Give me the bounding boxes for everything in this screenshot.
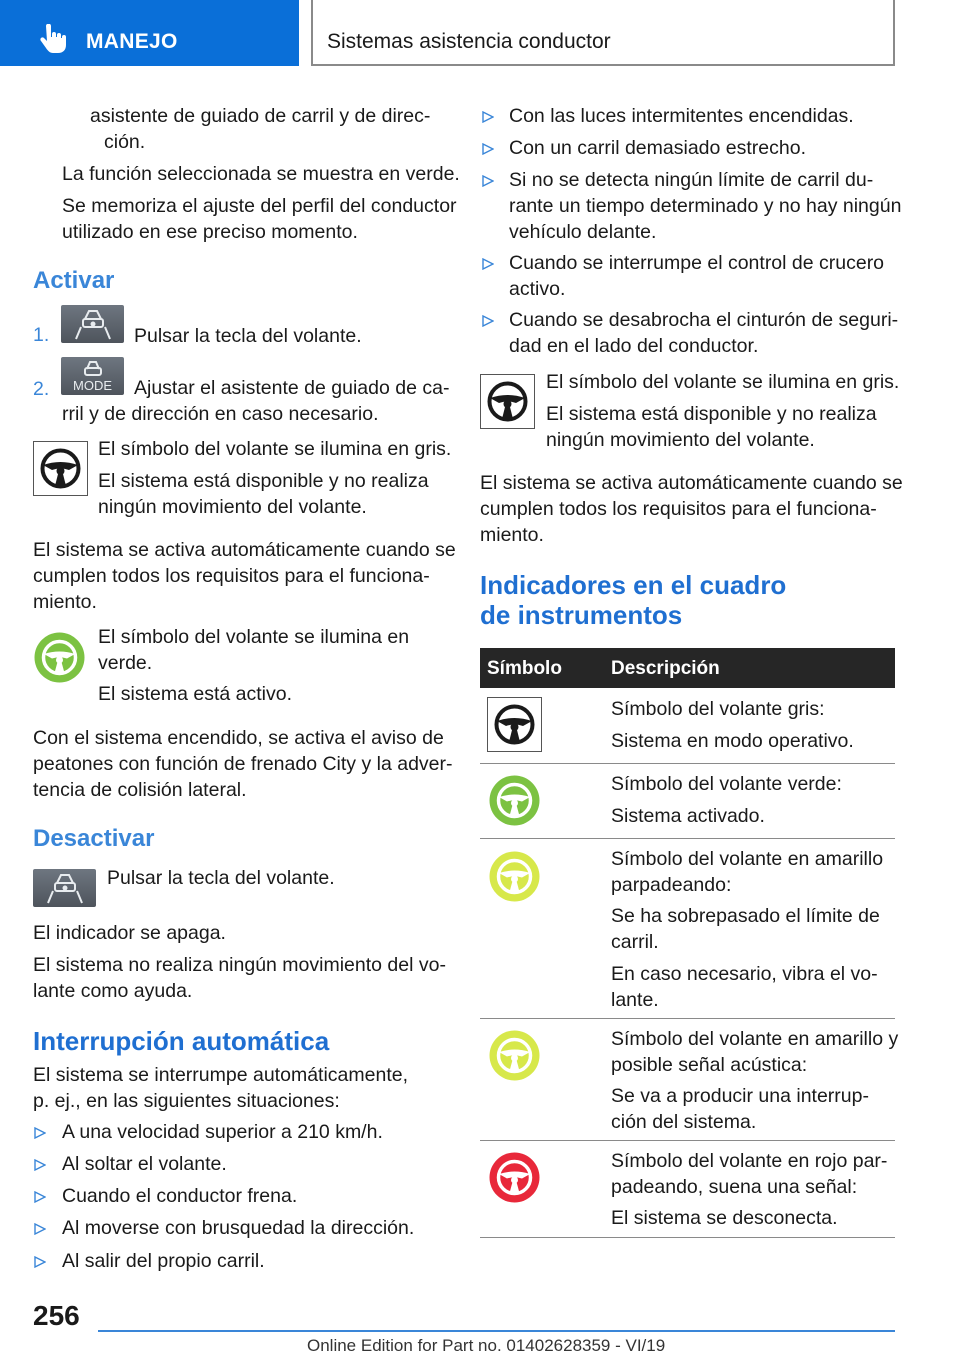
- auto-activation-text: cumplen todos los requisitos para el funciona-: [480, 498, 877, 520]
- steering-wheel-green-icon: [488, 774, 541, 827]
- pedestrian-warning-text: Con el sistema encendido, se activa el aviso de: [33, 727, 444, 749]
- deactivate-heading: Desactivar: [33, 825, 155, 852]
- bullet-item: Al soltar el volante.: [62, 1153, 227, 1175]
- indicators-heading: de instrumentos: [480, 600, 683, 630]
- table-divider: [480, 1140, 895, 1141]
- bullet-item: rante un tiempo determinado y no hay ningún: [509, 195, 902, 217]
- step-number: 1.: [33, 324, 50, 346]
- bullet-item: Con las luces intermitentes encendidas.: [509, 105, 854, 127]
- triangle-bullet-icon: [482, 143, 494, 155]
- triangle-bullet-icon: [34, 1127, 46, 1139]
- steering-wheel-yellow-icon: [488, 1029, 541, 1082]
- gray-status-text: El sistema está disponible y no realiza: [98, 470, 429, 492]
- footer-divider: [98, 1330, 895, 1332]
- gray-status-text: ningún movimiento del volante.: [98, 496, 367, 518]
- selected-green-text: La función seleccionada se muestra en verde.: [62, 163, 460, 185]
- section-title: MANEJO: [86, 30, 178, 53]
- indicators-heading: Indicadores en el cuadro: [480, 570, 787, 600]
- page-number: 256: [33, 1300, 80, 1331]
- steering-wheel-gray-icon: [33, 441, 88, 496]
- green-status-text: El sistema está activo.: [98, 683, 292, 705]
- pedestrian-warning-text: peatones con función de frenado City y la adver-: [33, 753, 453, 775]
- green-status-text: El símbolo del volante se ilumina en: [98, 626, 410, 648]
- table-cell: lante.: [611, 989, 659, 1011]
- table-cell: Se ha sobrepasado el límite de: [611, 905, 880, 927]
- indicator-off-text: El indicador se apaga.: [33, 922, 226, 944]
- mode-key-label: MODE: [73, 378, 112, 393]
- hand-icon: [38, 24, 68, 54]
- table-cell: El sistema se desconecta.: [611, 1207, 838, 1229]
- bullet-item: Cuando el conductor frena.: [62, 1185, 298, 1207]
- no-move-text: lante como ayuda.: [33, 980, 193, 1002]
- pedestrian-warning-text: tencia de colisión lateral.: [33, 779, 247, 801]
- deactivate-text: Pulsar la tecla del volante.: [107, 867, 335, 889]
- bullet-item: Con un carril demasiado estrecho.: [509, 137, 806, 159]
- step-text: Ajustar el asistente de guiado de ca-: [134, 377, 450, 399]
- mode-key-icon: [61, 357, 124, 395]
- steering-key-icon: [33, 869, 96, 907]
- table-cell: En caso necesario, vibra el vo-: [611, 963, 878, 985]
- triangle-bullet-icon: [482, 315, 494, 327]
- steering-wheel-gray-icon: [487, 697, 542, 752]
- intro-line: ción.: [104, 131, 146, 153]
- bullet-item: activo.: [509, 278, 566, 300]
- activate-heading: Activar: [33, 267, 115, 294]
- table-cell: padeando, suena una señal:: [611, 1176, 858, 1198]
- triangle-bullet-icon: [34, 1223, 46, 1235]
- green-status-text: verde.: [98, 652, 153, 674]
- step-text: Pulsar la tecla del volante.: [134, 325, 362, 347]
- bullet-item: A una velocidad superior a 210 km/h.: [62, 1121, 383, 1143]
- step-text: rril y de dirección en caso necesario.: [62, 403, 379, 425]
- bullet-item: vehículo delante.: [509, 221, 657, 243]
- step-number: 2.: [33, 378, 50, 400]
- triangle-bullet-icon: [34, 1191, 46, 1203]
- auto-activation-text: El sistema se activa automáticamente cuando se: [480, 472, 903, 494]
- section-tab: [0, 0, 299, 66]
- gray-status-text: ningún movimiento del volante.: [546, 429, 815, 451]
- table-divider: [480, 838, 895, 839]
- table-cell: Se va a producir una interrup-: [611, 1085, 869, 1107]
- gray-status-text: El sistema está disponible y no realiza: [546, 403, 877, 425]
- memory-text: Se memoriza el ajuste del perfil del conductor: [62, 195, 457, 217]
- col-description-header: Descripción: [611, 658, 720, 679]
- table-header: [480, 648, 895, 688]
- triangle-bullet-icon: [482, 111, 494, 123]
- triangle-bullet-icon: [34, 1159, 46, 1171]
- table-cell: carril.: [611, 931, 659, 953]
- auto-activation-text: miento.: [480, 524, 544, 546]
- interrupt-heading: Interrupción automática: [33, 1026, 330, 1056]
- bullet-item: dad en el lado del conductor.: [509, 335, 759, 357]
- no-move-text: El sistema no realiza ningún movimiento del vo-: [33, 954, 446, 976]
- auto-activation-text: El sistema se activa automáticamente cuando se: [33, 539, 456, 561]
- table-divider: [480, 1018, 895, 1019]
- triangle-bullet-icon: [482, 175, 494, 187]
- table-cell: Sistema en modo operativo.: [611, 730, 854, 752]
- table-cell: parpadeando:: [611, 874, 732, 896]
- bullet-item: Al salir del propio carril.: [62, 1250, 265, 1272]
- steering-key-icon: [61, 305, 124, 343]
- chapter-tab: [311, 0, 895, 66]
- table-cell: Símbolo del volante gris:: [611, 698, 825, 720]
- table-cell: Símbolo del volante verde:: [611, 773, 842, 795]
- triangle-bullet-icon: [482, 258, 494, 270]
- steering-wheel-green-icon: [33, 631, 86, 684]
- edition-text: Online Edition for Part no. 01402628359 - VI/19: [307, 1336, 666, 1355]
- table-divider: [480, 1237, 895, 1238]
- table-cell: Símbolo del volante en rojo par-: [611, 1150, 888, 1172]
- auto-activation-text: cumplen todos los requisitos para el funciona-: [33, 565, 430, 587]
- bullet-item: Al moverse con brusquedad la dirección.: [62, 1217, 415, 1239]
- bullet-item: Si no se detecta ningún límite de carril du-: [509, 169, 874, 191]
- table-cell: Sistema activado.: [611, 805, 765, 827]
- steering-wheel-yellow-icon: [488, 850, 541, 903]
- table-cell: Símbolo del volante en amarillo y: [611, 1028, 899, 1050]
- bullet-item: Cuando se interrumpe el control de crucero: [509, 252, 885, 274]
- table-cell: ción del sistema.: [611, 1111, 757, 1133]
- steering-wheel-red-icon: [488, 1151, 541, 1204]
- gray-status-text: El símbolo del volante se ilumina en gris.: [546, 371, 900, 393]
- intro-line: asistente de guiado de carril y de direc-: [90, 105, 431, 127]
- table-cell: posible señal acústica:: [611, 1054, 808, 1076]
- interrupt-text: p. ej., en las siguientes situaciones:: [33, 1090, 340, 1112]
- triangle-bullet-icon: [34, 1256, 46, 1268]
- gray-status-text: El símbolo del volante se ilumina en gris.: [98, 438, 452, 460]
- col-symbol-header: Símbolo: [487, 658, 562, 679]
- table-cell: Símbolo del volante en amarillo: [611, 848, 884, 870]
- memory-text: utilizado en ese preciso momento.: [62, 221, 358, 243]
- chapter-title: Sistemas asistencia conductor: [327, 30, 611, 53]
- table-divider: [480, 763, 895, 764]
- bullet-item: Cuando se desabrocha el cinturón de seguri-: [509, 309, 899, 331]
- interrupt-text: El sistema se interrumpe automáticamente,: [33, 1064, 408, 1086]
- steering-wheel-gray-icon: [480, 374, 535, 429]
- auto-activation-text: miento.: [33, 591, 97, 613]
